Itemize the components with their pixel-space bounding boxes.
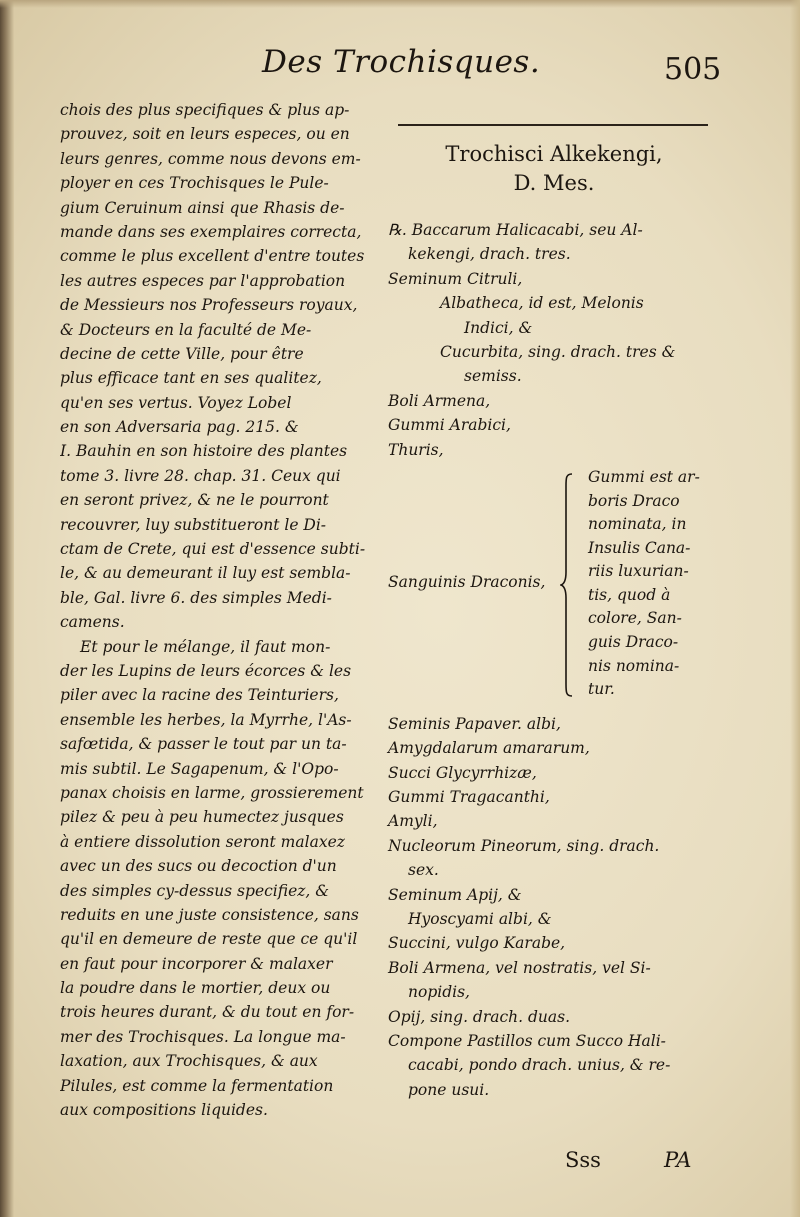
left-column-text [60,98,365,1122]
ingredient-line: Seminis Papaver. albi, [388,714,561,733]
ingredient-line: Boli Armena, [388,391,491,410]
catchword: PA [664,1148,692,1172]
ingredient-line: Indici, & [464,318,533,337]
text-line: gium Ceruinum ainsi que Rhasis de- [60,198,345,217]
text-line: à entiere dissolution seront malaxez [60,832,345,851]
page-gutter [0,0,14,1217]
text-line: des simples cy-dessus specifiez, & [60,881,330,900]
ingredient-line: Succini, vulgo Karabe, [388,934,566,953]
section-rule [398,124,708,126]
signature-mark: Sss [565,1148,601,1172]
page-number: 505 [664,52,722,87]
ingredient-line: Gummi Tragacanthi, [388,788,550,807]
text-line: prouvez, soit en leurs especes, ou en [60,125,350,144]
ingredient-line: Amygdalarum amararum, [388,739,590,758]
ingredient-line: Compone Pastillos cum Succo Hali- [388,1031,666,1050]
text-line: mis subtil. Le Sagapenum, & l'Opo- [60,759,339,778]
recipe-title-line-1: Trochisci Alkekengi, [445,142,663,166]
ingredient-line: Nucleorum Pineorum, sing. drach. [388,836,660,855]
text-line: ensemble les herbes, la Myrrhe, l'As- [60,710,352,729]
brace-note-text [588,466,718,702]
text-line: les autres especes par l'approbation [60,271,346,290]
ingredient-line: Cucurbita, sing. drach. tres & [440,342,676,361]
brace-note-line: nis nomina- [588,656,680,675]
ingredient-line: kekengi, drach. tres. [408,245,571,264]
ingredients-before-brace [388,218,718,462]
text-line: trois heures durant, & du tout en for- [60,1003,355,1022]
text-line: en faut pour incorporer & malaxer [60,954,333,973]
text-line: aux compositions liquides. [60,1101,268,1120]
ingredient-line: Thuris, [388,440,444,459]
ingredient-line: Albatheca, id est, Melonis [440,294,644,313]
ingredient-line: Hyoscyami albi, & [408,910,552,929]
text-line: qu'il en demeure de reste que ce qu'il [60,930,358,949]
ingredient-line: semiss. [464,367,522,386]
ingredients-after-brace [388,712,718,1102]
text-line: leurs genres, comme nous devons em- [60,149,361,168]
text-line: panax choisis en larme, grossierement [60,783,364,802]
text-line: pilez & peu à peu humectez jusques [60,808,344,827]
text-line: qu'en ses vertus. Voyez Lobel [60,393,292,412]
text-line: comme le plus excellent d'entre toutes [60,247,365,266]
text-line: laxation, aux Trochisques, & aux [60,1052,318,1071]
ingredient-line: Gummi Arabici, [388,416,511,435]
running-head-title: Des Trochisques. [262,44,541,80]
ingredient-line: Seminum Apij, & [388,885,522,904]
brace-note-line: riis luxurian- [588,562,689,581]
text-line: reduits en une juste consistence, sans [60,905,359,924]
ingredient-line: Opij, sing. drach. duas. [388,1007,571,1026]
text-line: le, & au demeurant il luy est sembla- [60,564,351,583]
ingredient-line: cacabi, pondo drach. unius, & re- [408,1056,671,1075]
text-line: Pilules, est comme la fermentation [60,1076,334,1095]
text-line: ctam de Crete, qui est d'essence subti- [60,540,365,559]
ingredient-line: pone usui. [408,1080,490,1099]
text-line: plus efficace tant en ses qualitez, [60,369,322,388]
ingredient-line: sex. [408,861,439,880]
ingredient-line: ℞. Baccarum Halicacabi, seu Al- [388,221,643,239]
ingredient-line: nopidis, [408,983,470,1002]
text-line: piler avec la racine des Teinturiers, [60,686,339,705]
text-line: avec un des sucs ou decoction d'un [60,857,337,876]
brace-note-line: nominata, in [588,515,687,534]
text-line: mer des Trochisques. La longue ma- [60,1027,346,1046]
brace-note-line: Insulis Cana- [588,538,691,557]
page-right-edge [790,0,800,1217]
curly-brace [560,472,574,698]
text-line: safœtida, & passer le tout par un ta- [60,735,347,754]
recipe-title [395,140,713,198]
text-line: I. Bauhin en son histoire des plantes [60,442,348,461]
text-line: tome 3. livre 28. chap. 31. Ceux qui [60,466,341,485]
text-line: camens. [60,613,125,632]
ingredient-line: Succi Glycyrrhizæ, [388,763,537,782]
recipe-ingredients [388,218,718,1102]
text-line: en son Adversaria pag. 215. & [60,418,299,437]
brace-note-line: colore, San- [588,609,682,628]
page-top-edge [0,0,800,8]
text-line: de Messieurs nos Professeurs royaux, [60,296,358,315]
recipe-title-line-2: D. Mes. [513,171,595,195]
ingredient-line: Boli Armena, vel nostratis, vel Si- [388,958,651,977]
brace-note-block [388,466,718,704]
text-line: & Docteurs en la faculté de Me- [60,320,312,339]
brace-note-line: boris Draco [588,491,680,510]
brace-note-line: tur. [588,680,615,699]
brace-note-line: tis, quod à [588,585,671,604]
text-line: en seront privez, & ne le pourront [60,491,329,510]
brace-label: Sanguinis Draconis, [388,572,546,591]
brace-note-line: Gummi est ar- [588,467,700,486]
ingredient-line: Seminum Citruli, [388,269,523,288]
text-line: der les Lupins de leurs écorces & les [60,661,352,680]
text-line: decine de cette Ville, pour être [60,344,304,363]
text-line: recouvrer, luy substitueront le Di- [60,515,327,534]
text-line: ployer en ces Trochisques le Pule- [60,174,329,193]
text-line: Et pour le mélange, il faut mon- [80,637,331,656]
text-line: mande dans ses exemplaires correcta, [60,222,362,241]
text-line: ble, Gal. livre 6. des simples Medi- [60,588,332,607]
text-line: chois des plus specifiques & plus ap- [60,101,350,119]
brace-note-line: guis Draco- [588,633,679,652]
ingredient-line: Amyli, [388,812,438,831]
text-line: la poudre dans le mortier, deux ou [60,979,331,998]
